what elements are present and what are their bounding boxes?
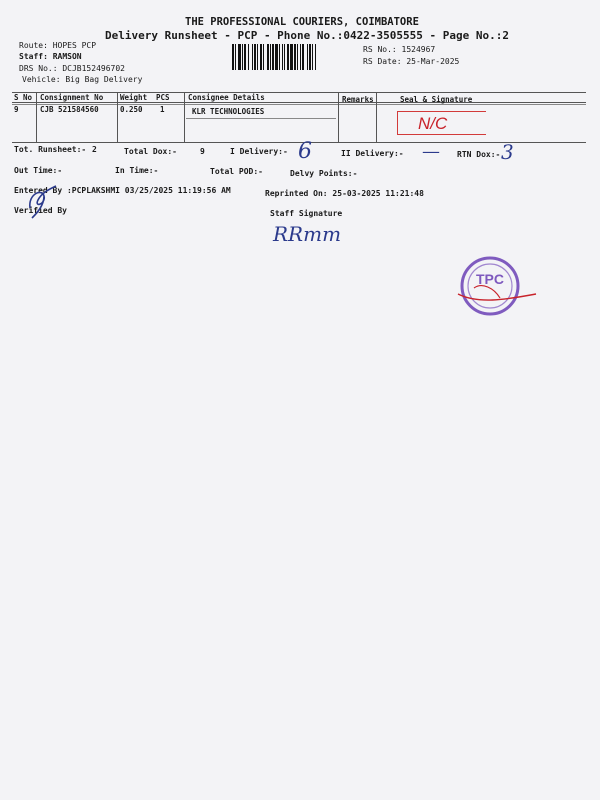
col-weight: Weight <box>120 93 148 102</box>
barcode-bar <box>242 44 243 70</box>
runsheet-subtitle: Delivery Runsheet - PCP - Phone No.:0422-3505555 - Page No.:2 <box>105 29 509 42</box>
verified-by: Verified By <box>14 206 67 215</box>
total-dox-label: Total Dox:- <box>124 147 177 156</box>
barcode-bar <box>300 44 301 70</box>
staff-handwritten-signature: RRmm <box>273 222 342 246</box>
barcode-bar <box>312 44 313 70</box>
barcode-bar <box>235 44 236 70</box>
barcode-bar <box>263 44 264 70</box>
verifier-initials-signature <box>22 182 62 222</box>
barcode-bar <box>267 44 269 70</box>
svg-text:TPC: TPC <box>476 271 504 287</box>
barcode-bar <box>279 44 280 70</box>
ii-delivery-handwritten: — <box>422 141 440 162</box>
tot-runsheet-label: Tot. Runsheet:- <box>14 145 87 154</box>
barcode-bar <box>302 44 304 70</box>
barcode-bar <box>248 44 249 70</box>
total-pod: Total POD:- <box>210 167 263 176</box>
barcode <box>232 44 352 70</box>
barcode-bar <box>238 44 241 70</box>
col-sno: S No <box>14 93 33 102</box>
staff-signature-label: Staff Signature <box>270 209 343 218</box>
barcode-bar <box>270 44 271 70</box>
barcode-bar <box>254 44 256 70</box>
barcode-bar <box>260 44 262 70</box>
barcode-bar <box>282 44 283 70</box>
barcode-bar <box>275 44 278 70</box>
barcode-bar <box>272 44 274 70</box>
in-time: In Time:- <box>115 166 159 175</box>
staff-label: Staff: RAMSON <box>19 52 82 61</box>
barcode-bar <box>257 44 258 70</box>
reprinted-on: Reprinted On: 25-03-2025 11:21:48 <box>265 189 424 198</box>
drs-label: DRS No.: DCJB152496702 <box>19 64 125 73</box>
row-seal-handwriting: N/C <box>418 114 448 133</box>
rs-date: RS Date: 25-Mar-2025 <box>363 57 460 66</box>
row-weight: 0.250 <box>120 105 143 114</box>
rs-number: RS No.: 1524967 <box>363 45 436 54</box>
barcode-bar <box>307 44 308 70</box>
col-seal-signature: Seal & Signature <box>400 95 473 104</box>
barcode-bar <box>297 44 298 70</box>
barcode-bar <box>284 44 285 70</box>
tot-runsheet-value: 2 <box>92 145 97 154</box>
entered-by: Entered By :PCPLAKSHMI 03/25/2025 11:19:56 AM <box>14 186 231 195</box>
rtn-dox-handwritten: 3 <box>501 140 514 164</box>
barcode-bar <box>309 44 311 70</box>
barcode-bar <box>287 44 289 70</box>
row-pcs: 1 <box>160 105 165 114</box>
route-label: Route: HOPES PCP <box>19 41 97 50</box>
i-delivery-handwritten: 6 <box>298 139 312 164</box>
barcode-bar <box>252 44 253 70</box>
delvy-points: Delvy Points:- <box>290 169 358 178</box>
row-consignment: CJB 521584560 <box>40 105 99 114</box>
barcode-bar <box>290 44 293 70</box>
company-stamp <box>454 254 540 320</box>
row-sno: 9 <box>14 105 19 114</box>
col-consignment: Consignment No <box>40 93 104 102</box>
i-delivery-label: I Delivery:- <box>230 147 288 156</box>
barcode-bar <box>294 44 296 70</box>
barcode-bar <box>244 44 246 70</box>
col-pcs: PCS <box>156 93 170 102</box>
row-consignee: KLR TECHNOLOGIES <box>192 107 265 116</box>
rtn-dox-label: RTN Dox:- <box>457 150 501 159</box>
col-remarks: Remarks <box>342 95 374 104</box>
vehicle-label: Vehicle: Big Bag Delivery <box>22 75 143 84</box>
out-time: Out Time:- <box>14 166 63 175</box>
ii-delivery-label: II Delivery:- <box>341 149 404 158</box>
col-consignee: Consignee Details <box>188 93 265 102</box>
barcode-bar <box>232 44 234 70</box>
company-title: THE PROFESSIONAL COURIERS, COIMBATORE <box>185 16 419 28</box>
total-dox-value: 9 <box>200 147 205 156</box>
barcode-bar <box>315 44 316 70</box>
